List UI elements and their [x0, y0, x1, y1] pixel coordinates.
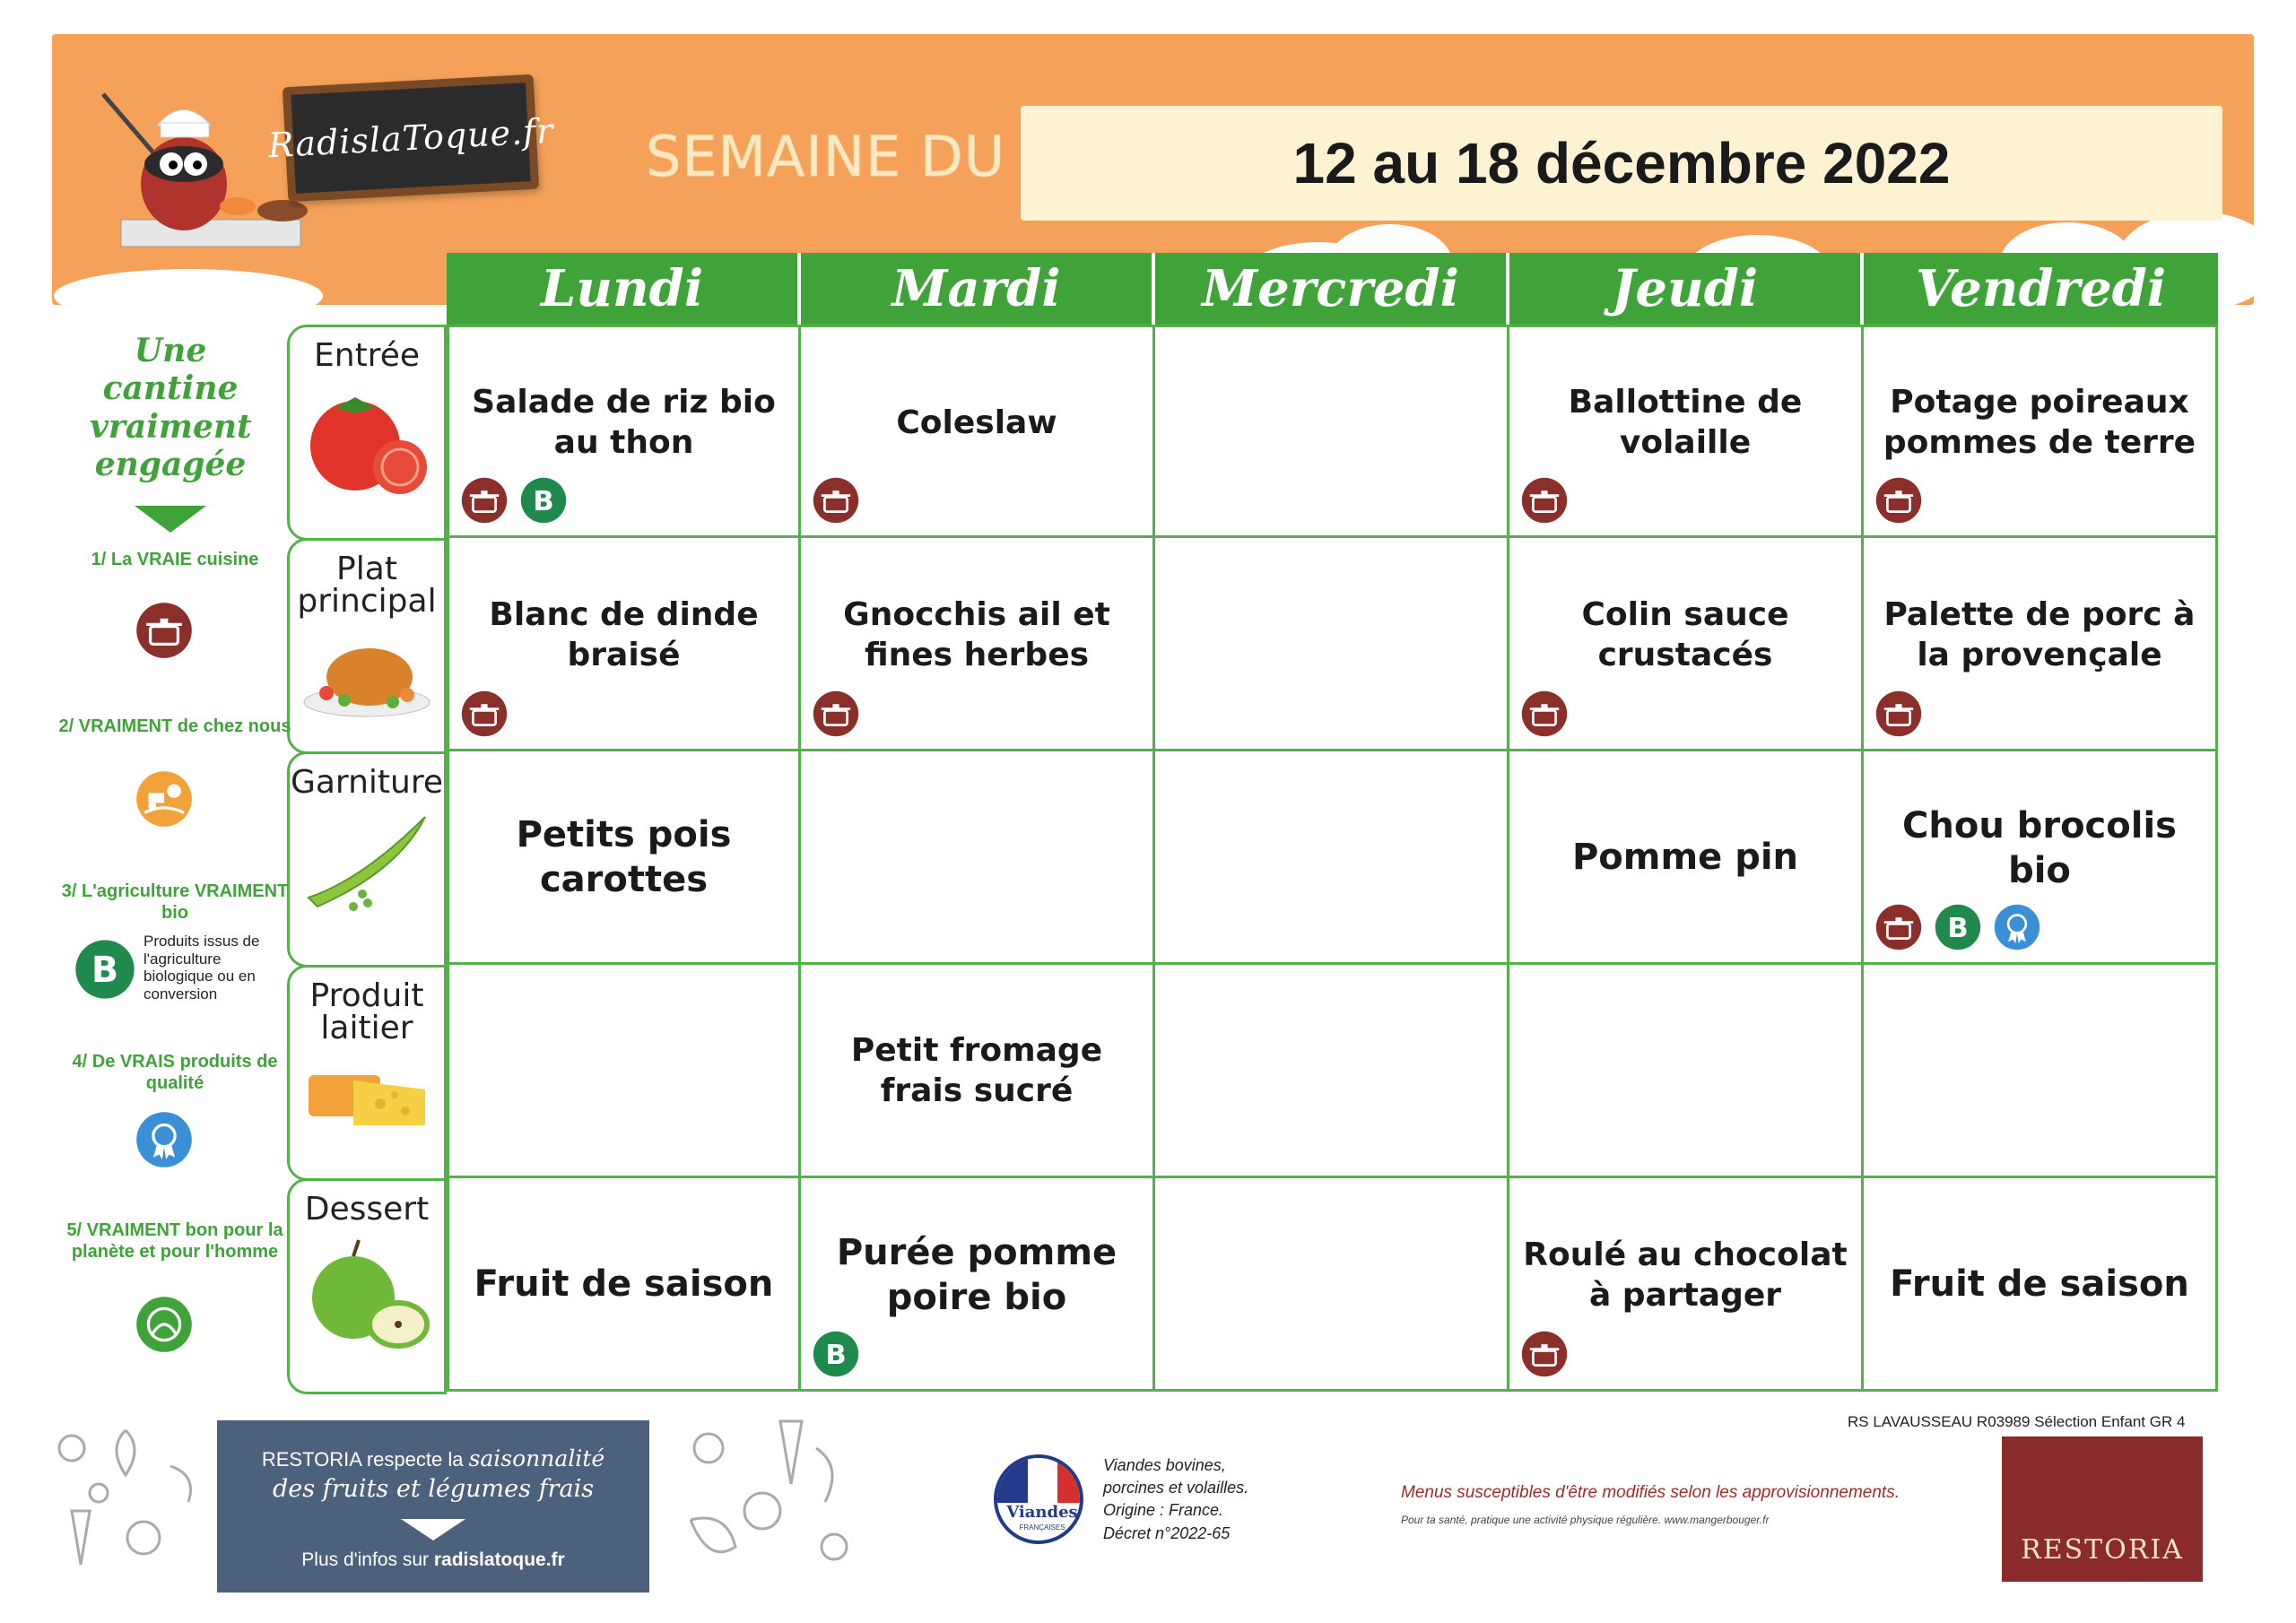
restoria-seasonality-box: [217, 1420, 649, 1593]
day-header-jeudi: Jeudi: [1509, 253, 1864, 325]
vegetable-doodles-right: [655, 1412, 870, 1592]
sidebar-step-5: 5/ VRAIMENT bon pour la planète et pour l'homme: [66, 1220, 283, 1262]
site-name: RadislaToque.fr: [266, 110, 555, 166]
roast-chicken-icon: [300, 627, 434, 725]
svg-text:B: B: [533, 485, 554, 517]
day-header-mardi: Mardi: [801, 253, 1155, 325]
day-header-vendredi: Vendredi: [1864, 253, 2218, 325]
menu-cell: [801, 751, 1155, 965]
cooking-pot-icon: [1520, 1330, 1569, 1378]
seasonality-line1: RESTORIA respecte la saisonnalité: [261, 1445, 605, 1471]
dish-icons: [1874, 690, 1923, 738]
category-label: Dessert: [304, 1191, 430, 1228]
menu-cell: [1509, 751, 1864, 965]
cooking-pot-icon: [812, 690, 860, 738]
cooking-pot-icon: [1874, 476, 1923, 525]
menu-cell: [801, 538, 1155, 751]
svg-text:B: B: [91, 950, 119, 991]
menu-cell: [447, 751, 801, 965]
dish-name: Chou brocolis bio: [1902, 804, 2177, 891]
category-label: Garniture: [290, 764, 444, 801]
cooking-pot-icon: [1874, 690, 1923, 738]
dish-name: Salade de riz bio au thon: [472, 384, 776, 461]
menu-cell: [1155, 1178, 1509, 1392]
dish-name: Colin sauce crustacés: [1581, 595, 1789, 673]
menu-cell: [1864, 751, 2218, 965]
planet-icon: [135, 1295, 194, 1354]
seasonality-line2: des fruits et légumes frais: [272, 1475, 595, 1503]
day-header-mercredi: Mercredi: [1155, 253, 1509, 325]
viandes-badge-sub: FRANÇAISES: [1019, 1523, 1065, 1532]
menu-cell: [1155, 965, 1509, 1178]
cooking-pot-icon: [135, 601, 194, 660]
cooking-pot-icon: [1874, 903, 1923, 951]
bio-icon: [519, 476, 568, 525]
date-range: 12 au 18 décembre 2022: [1292, 131, 1951, 195]
tomato-icon: [300, 381, 434, 498]
menu-cell: [447, 325, 801, 538]
menu-cell: [447, 965, 801, 1178]
menu-cell: [801, 1178, 1155, 1392]
local-farm-icon: [135, 769, 194, 832]
dish-icons: [1874, 903, 2041, 951]
sidebar-step-2: 2/ VRAIMENT de chez nous: [58, 716, 291, 736]
restoria-logo: [2002, 1436, 2203, 1582]
menu-cell: [1509, 965, 1864, 1178]
more-info-line: Plus d'infos sur radislatoque.fr: [301, 1549, 565, 1570]
dish-icons: [812, 1330, 860, 1378]
cooking-pot-icon: [1520, 690, 1569, 738]
bio-icon: [1934, 903, 1982, 951]
category-label: Produit laitier: [309, 977, 424, 1046]
sidebar-step-3: 3/ L'agriculture VRAIMENT bio: [61, 881, 289, 923]
sidebar-step-4: 4/ De VRAIS produits de qualité: [72, 1052, 278, 1093]
menu-cell: [1155, 538, 1509, 751]
cooking-pot-icon: [460, 476, 509, 525]
dish-name: Petit fromage frais sucré: [850, 1031, 1103, 1109]
sidebar-step-1: 1/ La VRAIE cuisine: [91, 550, 259, 569]
cheese-icon: [300, 1054, 434, 1134]
category-4: [287, 965, 447, 1181]
dish-name: Ballottine de volaille: [1568, 384, 1803, 461]
dish-name: Roulé au chocolat à partager: [1523, 1236, 1848, 1314]
category-label: Plat principal: [297, 551, 437, 620]
cooking-pot-icon: [460, 690, 509, 738]
planet-icon: [135, 1295, 194, 1358]
dish-name: Potage poireaux pommes de terre: [1883, 384, 2196, 461]
menu-cell: [1864, 325, 2218, 538]
menu-grid: [287, 325, 2218, 1392]
viandes-badge-text: Viandes: [1006, 1503, 1078, 1522]
restoria-logo-text: RESTORIA: [2021, 1534, 2184, 1566]
category-2: [287, 538, 447, 754]
menu-cell: [1864, 538, 2218, 751]
menu-change-note: Menus susceptibles d'être modifiés selon les approvisionnements.: [1401, 1483, 1900, 1502]
quality-medal-icon: [135, 1110, 194, 1173]
dish-name: Pomme pin: [1571, 836, 1799, 878]
bio-icon: [812, 1330, 860, 1378]
apple-icon: [300, 1235, 434, 1351]
dish-icons: [1520, 690, 1569, 738]
menu-cell: [1509, 1178, 1864, 1392]
date-range-box: [1021, 106, 2222, 221]
site-logo-chalkboard: [266, 74, 555, 202]
vegetable-doodles-left: [36, 1412, 215, 1592]
viandes-origin-text: Viandes bovines, porcines et volailles. Origine : France. Décret n°2022-65: [1103, 1456, 1249, 1542]
menu-cell: [801, 965, 1155, 1178]
menu-cell: [447, 538, 801, 751]
menu-cell: [801, 325, 1155, 538]
health-note: Pour ta santé, pratique une activité physique régulière. www.mangerbouger.fr: [1401, 1514, 1770, 1526]
category-5: [287, 1178, 447, 1394]
category-label: Entrée: [314, 337, 420, 374]
viandes-francaises-logo: [994, 1454, 1083, 1544]
cooking-pot-icon: [812, 476, 860, 525]
dish-name: Petits pois carottes: [516, 813, 732, 900]
dish-icons: [812, 690, 860, 738]
cooking-pot-icon: [1520, 476, 1569, 525]
local-farm-icon: [135, 769, 194, 829]
dish-icons: [1874, 476, 1923, 525]
dish-icons: [460, 690, 509, 738]
cloud-decoration: [54, 269, 323, 323]
day-header-row: [447, 253, 2218, 325]
menu-cell: [1509, 538, 1864, 751]
dish-icons: [1520, 476, 1569, 525]
dish-icons: [812, 476, 860, 525]
dish-name: Fruit de saison: [474, 1263, 774, 1305]
menu-cell: [1155, 325, 1509, 538]
category-1: [287, 325, 447, 541]
dish-name: Blanc de dinde braisé: [489, 595, 759, 673]
dish-icons: [1520, 1330, 1569, 1378]
dish-icons: [460, 476, 568, 525]
week-label: SEMAINE DU: [646, 124, 1006, 189]
dish-name: Purée pomme poire bio: [836, 1231, 1118, 1318]
category-3: [287, 751, 447, 968]
sidebar: [54, 332, 287, 533]
dish-name: Fruit de saison: [1890, 1263, 2189, 1305]
bio-icon: [74, 938, 136, 1001]
website-link[interactable]: radislatoque.fr: [433, 1549, 565, 1570]
dish-name: Coleslaw: [896, 404, 1057, 441]
sidebar-title: Une cantine vraiment engagée: [90, 332, 252, 484]
dish-name: Palette de porc à la provençale: [1883, 595, 2196, 673]
menu-cell: [447, 1178, 801, 1392]
quality-medal-icon: [1993, 903, 2041, 951]
svg-text:B: B: [1947, 912, 1969, 944]
svg-text:B: B: [825, 1339, 847, 1371]
day-header-lundi: Lundi: [447, 253, 801, 325]
sidebar-arrow-icon: [135, 506, 206, 533]
menu-cell: [1864, 965, 2218, 1178]
down-arrow-icon: [401, 1519, 465, 1541]
cooking-pot-icon: [135, 601, 194, 664]
dish-name: Gnocchis ail et fines herbes: [843, 595, 1110, 673]
bio-description: Produits issus de l'agriculture biologique ou en conversion: [144, 933, 260, 1002]
bio-icon: [74, 938, 136, 1004]
menu-cell: [1155, 751, 1509, 965]
menu-cell: [1864, 1178, 2218, 1392]
menu-reference: RS LAVAUSSEAU R03989 Sélection Enfant GR 4: [1848, 1413, 2186, 1430]
peas-icon: [300, 808, 434, 916]
menu-cell: [1509, 325, 1864, 538]
quality-medal-icon: [135, 1110, 194, 1169]
